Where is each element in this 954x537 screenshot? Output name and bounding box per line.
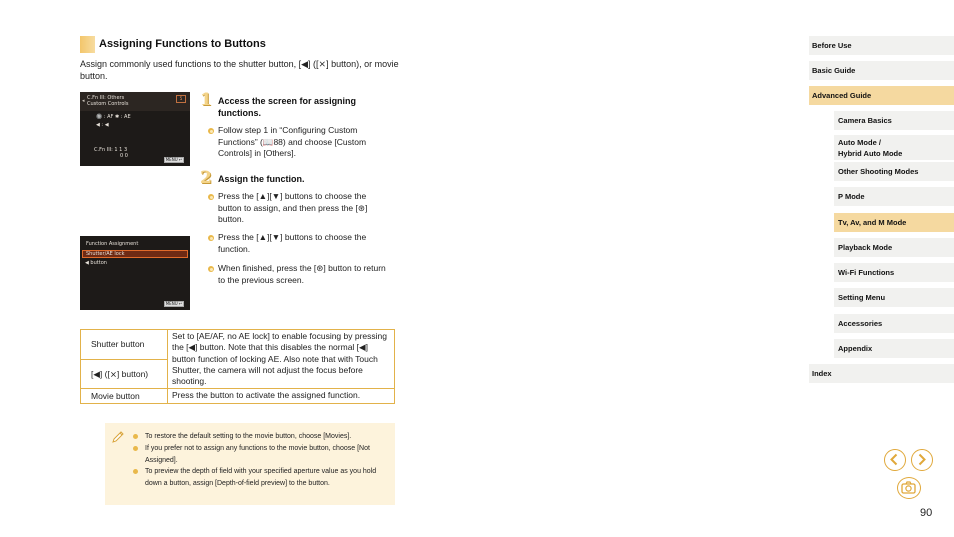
camera-screen-function-assignment	[80, 236, 190, 310]
step-1-number: 1	[200, 90, 212, 110]
screen2-title: Function Assignment	[86, 241, 139, 247]
table-cell-desc: Set to [AE/AF, no AE lock] to enable focusing by pressing the [◀] button. Note that this disables the normal [◀] button function of locking AE. Also note that with Touch Shutter, the camera will not adjust the focus before shooting.	[168, 330, 395, 389]
home-button[interactable]	[897, 477, 921, 499]
nav-index[interactable]: Index	[809, 364, 954, 383]
nav-accessories[interactable]: Accessories	[834, 314, 954, 333]
table-cell-label: Movie button	[81, 389, 168, 403]
screen-left-arrow-icon: ◂	[82, 98, 85, 104]
bullet-icon	[208, 194, 214, 200]
table-cell-label: Shutter button	[81, 330, 168, 360]
nav-auto-mode-line1: Auto Mode /	[838, 137, 881, 147]
camera-screen-custom-controls	[80, 92, 190, 166]
note-bullet-icon	[133, 434, 138, 439]
next-page-button[interactable]	[911, 449, 933, 471]
screen-row-2: ◀ : ◀	[96, 122, 109, 128]
section-title: Assigning Functions to Buttons	[99, 38, 266, 50]
step-1-title: Access the screen for assigning functions.	[218, 96, 357, 118]
function-table	[80, 329, 395, 404]
table-cell-label: [◀] ([⨯] button)	[81, 359, 168, 389]
section-marker	[80, 36, 95, 53]
nav-wifi-functions[interactable]: Wi-Fi Functions	[834, 263, 954, 282]
screen-header-line2: Custom Controls	[87, 101, 129, 107]
note-bullet-icon	[133, 469, 138, 474]
nav-setting-menu[interactable]: Setting Menu	[834, 288, 954, 307]
nav-appendix[interactable]: Appendix	[834, 339, 954, 358]
note-item-1: To restore the default setting to the movie button, choose [Movies].	[145, 433, 352, 440]
note-item-3: To preview the depth of field with your specified aperture value as you hold down a button, assign [Depth-of-field preview] to the button.	[145, 468, 377, 487]
screen-menu-button: MENU ↩	[165, 157, 183, 162]
screen-footer-2: 0 0	[120, 153, 128, 159]
chevron-left-icon	[885, 450, 904, 469]
step-2-bullet-1: Press the [▲][▼] buttons to choose the button to assign, and then press the [⊛] button.	[218, 191, 368, 224]
screen-header	[80, 92, 190, 111]
nav-auto-mode-line2: Hybrid Auto Mode	[838, 148, 903, 158]
table-row	[81, 330, 395, 360]
nav-other-shooting-modes[interactable]: Other Shooting Modes	[834, 162, 954, 181]
bullet-icon	[208, 266, 214, 272]
note-item-2: If you prefer not to assign any functions to the movie button, choose [Not Assigned].	[145, 445, 370, 464]
nav-auto-mode[interactable]	[834, 135, 954, 160]
nav-camera-basics[interactable]: Camera Basics	[834, 111, 954, 130]
nav-tv-av-m-mode[interactable]: Tv, Av, and M Mode	[834, 213, 954, 232]
section-intro: Assign commonly used functions to the shutter button, [◀] ([⨯] button), or movie button.	[80, 59, 399, 81]
nav-basic-guide[interactable]: Basic Guide	[809, 61, 954, 80]
screen-header-line1: C.Fn III: Others	[87, 95, 125, 101]
step-2-number: 2	[200, 168, 212, 188]
nav-before-use[interactable]: Before Use	[809, 36, 954, 55]
table-row	[81, 389, 395, 403]
nav-playback-mode[interactable]: Playback Mode	[834, 238, 954, 257]
screen2-item: ◀ button	[85, 260, 107, 266]
nav-p-mode[interactable]: P Mode	[834, 187, 954, 206]
step-1-bullet: Follow step 1 in “Configuring Custom Functions” (📖88) and choose [Custom Controls] in [Others].	[218, 125, 367, 158]
chevron-right-icon	[912, 450, 931, 469]
step-2-bullet-3: When finished, press the [⊛] button to return to the previous screen.	[218, 263, 386, 285]
pencil-icon	[111, 430, 125, 444]
page-number: 90	[920, 507, 933, 519]
screen-row-1: 🔘 : AF ✱ : AE	[96, 114, 131, 120]
table-cell-desc: Press the button to activate the assigned function.	[168, 389, 395, 403]
note-bullet-icon	[133, 446, 138, 451]
bullet-icon	[208, 235, 214, 241]
screen2-menu-button: MENU ↩	[165, 301, 183, 306]
step-2-title: Assign the function.	[218, 174, 305, 184]
nav-advanced-guide[interactable]: Advanced Guide	[809, 86, 954, 105]
prev-page-button[interactable]	[884, 449, 906, 471]
step-2-bullet-2: Press the [▲][▼] buttons to choose the function.	[218, 232, 367, 254]
screen2-selected-item: Shutter/AE lock	[82, 250, 188, 258]
screen-header-text	[87, 95, 128, 107]
camera-home-icon	[898, 478, 919, 497]
screen-tab: 5	[176, 95, 186, 103]
screen-footer: C.Fn III: 1 1 3	[94, 147, 128, 153]
bullet-icon	[208, 128, 214, 134]
